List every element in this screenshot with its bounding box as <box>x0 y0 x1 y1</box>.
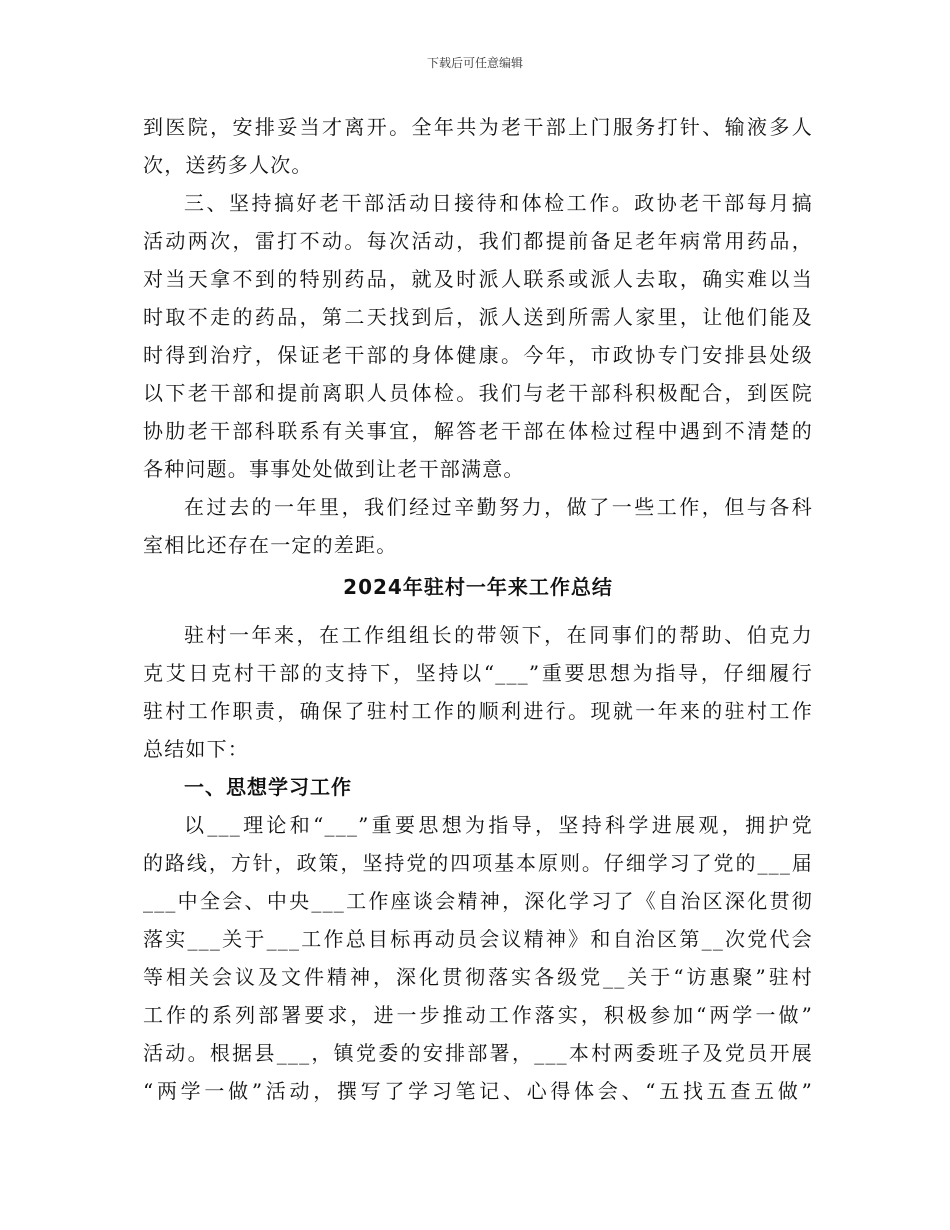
text-line: 落实___关于___工作总目标再动员会议精神》和自治区第__次党代会 <box>143 927 813 951</box>
text-line: 以___理论和“___”重要思想为指导，坚持科学进展观，拥护党 <box>184 813 813 837</box>
text-line: 克艾日克村干部的支持下，坚持以“___”重要思想为指导，仔细履行 <box>143 661 813 685</box>
text-line: 驻村一年来，在工作组组长的带领下，在同事们的帮助、伯克力 <box>184 623 813 647</box>
text-line: 室相比还存在一定的差距。 <box>143 533 398 557</box>
text-line: 的路线，方针，政策，坚持党的四项基本原则。仔细学习了党的___届 <box>143 851 813 875</box>
text-line: “两学一做”活动，撰写了学习笔记、心得体会、“五找五查五做” <box>143 1079 813 1103</box>
text-line: 以下老干部和提前离职人员体检。我们与老干部科积极配合，到医院 <box>143 381 813 405</box>
text-line: ___中全会、中央___工作座谈会精神，深化学习了《自治区深化贯彻 <box>143 889 813 913</box>
text-line: 工作的系列部署要求，进一步推动工作落实，积极参加“两学一做” <box>143 1003 813 1027</box>
text-line: 次，送药多人次。 <box>143 153 313 177</box>
text-line: 总结如下： <box>143 737 249 761</box>
text-line: 在过去的一年里，我们经过辛勤努力，做了一些工作，但与各科 <box>184 495 813 519</box>
text-line: 到医院，安排妥当才离开。全年共为老干部上门服务打针、输液多人 <box>143 115 813 139</box>
text-line: 等相关会议及文件精神，深化贯彻落实各级党__关于“访惠聚”驻村 <box>143 965 813 989</box>
text-line: 协肋老干部科联系有关事宜，解答老干部在体检过程中遇到不清楚的 <box>143 419 813 443</box>
text-line: 三、坚持搞好老干部活动日接待和体检工作。政协老干部每月搞 <box>184 191 813 215</box>
document-body <box>143 108 813 1110</box>
text-line: 对当天拿不到的特别药品，就及时派人联系或派人去取，确实难以当 <box>143 267 813 291</box>
document-title: 2024年驻村一年来工作总结 <box>343 575 613 599</box>
text-line: 时取不走的药品，第二天找到后，派人送到所需人家里，让他们能及 <box>143 305 813 329</box>
text-line: 活动两次，雷打不动。每次活动，我们都提前备足老年病常用药品， <box>143 229 813 253</box>
text-line: 活动。根据县___，镇党委的安排部署，___本村两委班子及党员开展 <box>143 1041 813 1065</box>
section-heading: 一、思想学习工作 <box>184 775 352 799</box>
text-line: 驻村工作职责，确保了驻村工作的顺利进行。现就一年来的驻村工作 <box>143 699 813 723</box>
text-line: 时得到治疗，保证老干部的身体健康。今年，市政协专门安排县处级 <box>143 343 813 367</box>
page-header: 下载后可任意编辑 <box>426 56 523 70</box>
text-line: 各种问题。事事处处做到让老干部满意。 <box>143 457 525 481</box>
